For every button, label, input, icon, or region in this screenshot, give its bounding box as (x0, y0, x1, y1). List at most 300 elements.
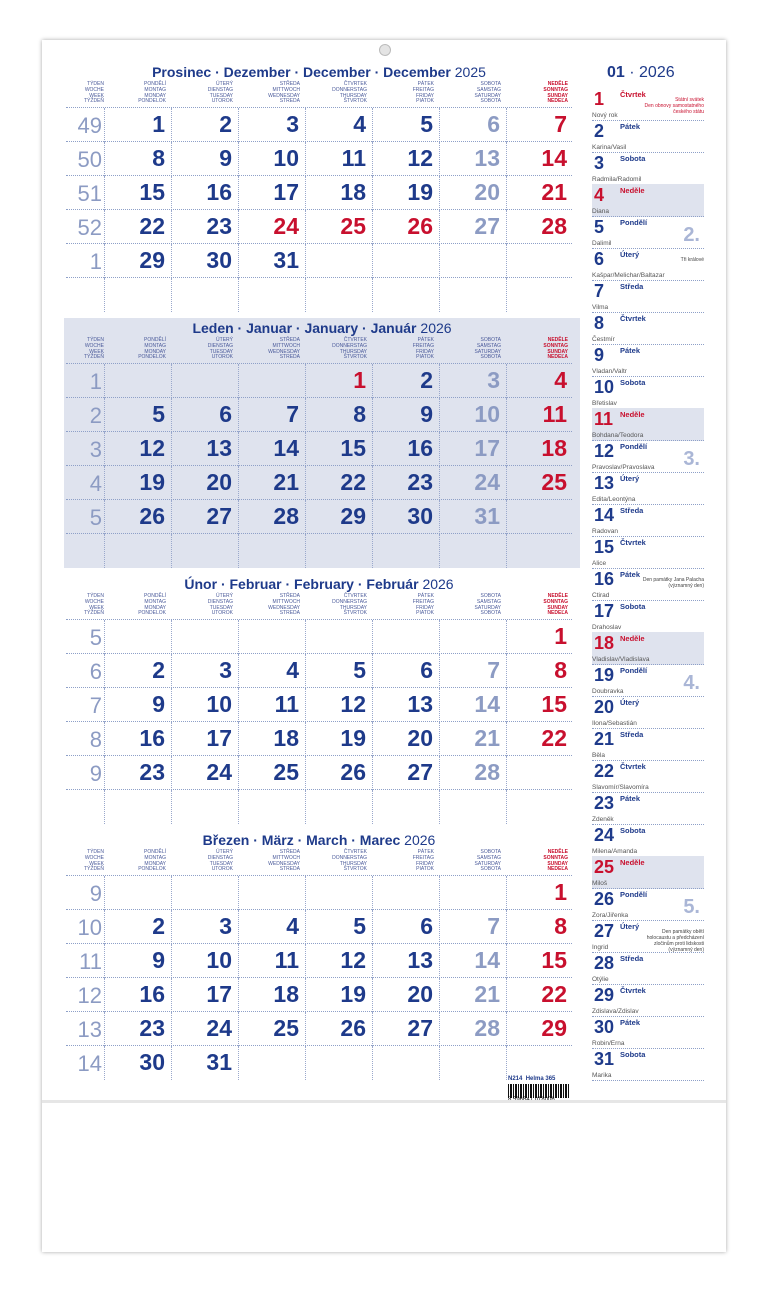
name-day: Břetislav (592, 400, 617, 407)
side-weekday: Sobota (620, 154, 646, 163)
day-cell (104, 432, 171, 466)
day-number: 13 (407, 691, 433, 717)
week-number: 52 (77, 215, 102, 240)
day-number: 23 (206, 213, 232, 239)
day-cell (238, 688, 305, 722)
side-day-number: 18 (594, 633, 615, 653)
day-number: 30 (206, 247, 232, 273)
name-day: Zora/Jiřenka (592, 912, 629, 919)
side-day-number: 16 (594, 569, 615, 589)
side-weekday: Pondělí (620, 442, 648, 451)
day-cell (506, 108, 573, 142)
day-number: 21 (541, 179, 567, 205)
week-number: 4 (89, 471, 102, 496)
side-day-number: 20 (594, 697, 615, 717)
side-weekday: Čtvrtek (620, 538, 646, 547)
day-cell (305, 108, 372, 142)
day-cell (506, 534, 573, 568)
holiday-note: Tři králové (680, 257, 704, 263)
day-cell (439, 432, 506, 466)
day-cell (238, 210, 305, 244)
day-cell (238, 108, 305, 142)
day-number: 11 (274, 691, 299, 717)
day-cell (506, 1046, 573, 1080)
day-number: 4 (286, 657, 299, 683)
day-number: 20 (206, 469, 232, 495)
side-weekday: Sobota (620, 826, 646, 835)
name-day: Diana (592, 208, 609, 215)
week-row (66, 141, 572, 176)
day-number: 6 (420, 913, 433, 939)
hanging-hole (379, 44, 391, 56)
day-cell (238, 790, 305, 824)
day-number: 2 (152, 657, 165, 683)
day-cell (238, 756, 305, 790)
day-cell (171, 910, 238, 944)
day-cell (372, 1012, 439, 1046)
side-day-row (592, 664, 704, 697)
day-number: 10 (206, 691, 232, 717)
day-cell (305, 244, 372, 278)
side-day-row (592, 504, 704, 537)
day-cell (305, 432, 372, 466)
day-cell (104, 620, 171, 654)
day-cell (439, 278, 506, 312)
day-cell (305, 176, 372, 210)
day-number: 31 (273, 247, 299, 273)
day-number: 12 (139, 435, 165, 461)
day-cell (439, 534, 506, 568)
day-cell (305, 876, 372, 910)
day-number: 9 (152, 947, 165, 973)
week-row (66, 533, 572, 568)
day-cell (439, 688, 506, 722)
day-number: 31 (474, 503, 500, 529)
day-cell (506, 466, 573, 500)
side-weekday: Čtvrtek (620, 986, 646, 995)
day-cell (506, 364, 573, 398)
name-day: Marika (592, 1072, 612, 1079)
side-weekday: Neděle (620, 186, 645, 195)
week-header: TÝDEN WOCHE WEEK TÝŽDEŇ (84, 81, 104, 105)
day-number: 12 (407, 145, 433, 171)
side-weekday: Čtvrtek (620, 90, 646, 99)
day-cell (238, 534, 305, 568)
side-day-number: 27 (594, 921, 615, 941)
day-cell (506, 756, 573, 790)
side-header: 01 · 2026 (607, 64, 675, 81)
name-day: Karina/Vasil (592, 144, 627, 151)
day-number: 24 (206, 759, 232, 785)
day-number: 13 (474, 145, 500, 171)
day-cell (506, 910, 573, 944)
name-day: Vladislav/Vladislava (592, 656, 650, 663)
week-row (66, 243, 572, 278)
holiday-note: Den památky Jana Palacha (významný den) (642, 577, 704, 589)
day-number: 17 (273, 179, 299, 205)
side-weekday: Středa (620, 954, 644, 963)
week-row (66, 721, 572, 756)
weekday-header: PONDĚLÍ MONTAG MONDAY PONDELOK (138, 593, 166, 617)
day-cell (238, 278, 305, 312)
day-number: 2 (152, 913, 165, 939)
day-number: 24 (474, 469, 500, 495)
weekday-header: ÚTERÝ DIENSTAG TUESDAY UTOROK (207, 593, 233, 617)
day-cell (372, 876, 439, 910)
day-cell (171, 364, 238, 398)
day-number: 1 (353, 367, 366, 393)
week-row (66, 277, 572, 312)
day-cell (238, 654, 305, 688)
day-cell (238, 876, 305, 910)
day-cell (372, 910, 439, 944)
day-cell (372, 210, 439, 244)
day-cell (104, 688, 171, 722)
week-row (66, 619, 572, 654)
side-day-number: 10 (594, 377, 615, 397)
side-weekday: Sobota (620, 602, 646, 611)
day-number: 3 (487, 367, 500, 393)
day-number: 15 (541, 691, 567, 717)
day-cell (238, 620, 305, 654)
day-number: 25 (273, 1015, 299, 1041)
side-weekday: Pátek (620, 346, 641, 355)
day-cell (372, 534, 439, 568)
day-cell (171, 1012, 238, 1046)
day-cell (305, 756, 372, 790)
day-number: 29 (139, 247, 165, 273)
side-weekday: Neděle (620, 634, 645, 643)
month-names: Únor · Februar · February · Február (184, 576, 419, 592)
day-number: 29 (541, 1015, 567, 1041)
day-cell (506, 244, 573, 278)
day-number: 18 (273, 981, 299, 1007)
day-cell (238, 1046, 305, 1080)
weekday-header: SOBOTA SAMSTAG SATURDAY SOBOTA (474, 593, 501, 617)
day-number: 25 (273, 759, 299, 785)
week-row (66, 363, 572, 398)
side-day-number: 21 (594, 729, 615, 749)
day-number: 28 (474, 1015, 500, 1041)
side-day-row (592, 344, 704, 377)
day-cell (506, 654, 573, 688)
side-day-row (592, 728, 704, 761)
week-number: 9 (89, 881, 102, 906)
side-weekday: Úterý (620, 922, 640, 931)
day-number: 10 (206, 947, 232, 973)
side-day-number: 14 (594, 505, 615, 525)
side-day-row (592, 1048, 704, 1081)
day-number: 8 (152, 145, 165, 171)
day-cell (171, 466, 238, 500)
day-cell (238, 910, 305, 944)
day-number: 1 (554, 879, 567, 905)
month-names: Prosinec · Dezember · December · December (152, 64, 451, 80)
day-cell (171, 620, 238, 654)
day-cell (305, 534, 372, 568)
day-cell (104, 244, 171, 278)
day-cell (372, 688, 439, 722)
day-cell (305, 688, 372, 722)
day-cell (372, 466, 439, 500)
week-number: 14 (77, 1051, 102, 1076)
weekday-header: ÚTERÝ DIENSTAG TUESDAY UTOROK (207, 849, 233, 873)
day-number: 19 (407, 179, 433, 205)
day-number: 12 (340, 691, 366, 717)
day-number: 19 (340, 981, 366, 1007)
week-row (66, 909, 572, 944)
day-number: 15 (340, 435, 366, 461)
name-day: Běla (592, 752, 606, 759)
day-cell (238, 978, 305, 1012)
day-cell (104, 910, 171, 944)
side-weekday: Sobota (620, 1050, 646, 1059)
day-number: 14 (273, 435, 299, 461)
day-cell (104, 278, 171, 312)
side-weekday: Středa (620, 730, 644, 739)
day-number: 9 (420, 401, 433, 427)
name-day: Robin/Erna (592, 1040, 625, 1047)
name-day: Bohdana/Teodora (592, 432, 644, 439)
holiday-note: Den památky obětí holocaustu a předcházení zločinům proti lidskosti (významný den) (646, 929, 704, 953)
side-weekday: Neděle (620, 858, 645, 867)
side-day-number: 6 (594, 249, 605, 269)
side-week-number: 3. (683, 448, 700, 470)
day-number: 5 (152, 401, 165, 427)
day-cell (372, 244, 439, 278)
weekday-header: ÚTERÝ DIENSTAG TUESDAY UTOROK (207, 81, 233, 105)
side-day-number: 17 (594, 601, 615, 621)
day-cell (104, 978, 171, 1012)
month-names: Březen · März · March · Marec (202, 832, 401, 848)
day-cell (171, 978, 238, 1012)
day-cell (171, 876, 238, 910)
side-day-row (592, 280, 704, 313)
side-day-number: 15 (594, 537, 615, 557)
day-number: 28 (541, 213, 567, 239)
weekday-header: PÁTEK FREITAG FRIDAY PIATOK (412, 593, 434, 617)
day-cell (104, 722, 171, 756)
day-cell (506, 790, 573, 824)
day-cell (305, 910, 372, 944)
week-number: 2 (89, 403, 102, 428)
week-row (66, 465, 572, 500)
side-day-row (592, 984, 704, 1017)
month-names: Leden · Januar · January · Január (192, 320, 417, 336)
side-day-number: 11 (594, 409, 614, 429)
day-cell (238, 1012, 305, 1046)
day-cell (439, 244, 506, 278)
weekday-header: ČTVRTEK DONNERSTAG THURSDAY ŠTVRTOK (332, 337, 367, 361)
day-number: 26 (139, 503, 165, 529)
name-day: Čestmír (592, 336, 615, 343)
side-day-number: 26 (594, 889, 615, 909)
weekday-header: STŘEDA MITTWOCH WEDNESDAY STREDA (268, 849, 300, 873)
day-number: 30 (407, 503, 433, 529)
holiday-note: Státní svátek Den obnovy samostatného českého státu (644, 97, 704, 115)
day-cell (171, 654, 238, 688)
day-cell (305, 654, 372, 688)
day-number: 28 (474, 759, 500, 785)
day-cell (506, 278, 573, 312)
day-number: 20 (474, 179, 500, 205)
day-number: 19 (139, 469, 165, 495)
day-cell (506, 688, 573, 722)
side-day-number: 9 (594, 345, 605, 365)
day-cell (439, 1046, 506, 1080)
day-number: 27 (206, 503, 232, 529)
week-number: 49 (77, 113, 102, 138)
day-number: 5 (420, 111, 433, 137)
week-number: 7 (89, 693, 102, 718)
day-cell (104, 1012, 171, 1046)
day-number: 7 (487, 913, 500, 939)
day-cell (238, 176, 305, 210)
week-row (66, 499, 572, 534)
day-cell (372, 978, 439, 1012)
side-week-number: 4. (683, 672, 700, 694)
day-cell (171, 176, 238, 210)
day-number: 28 (273, 503, 299, 529)
day-cell (305, 398, 372, 432)
side-weekday: Pátek (620, 1018, 641, 1027)
name-day: Milena/Amanda (592, 848, 638, 855)
side-weekday: Úterý (620, 698, 640, 707)
weekday-header: SOBOTA SAMSTAG SATURDAY SOBOTA (474, 337, 501, 361)
name-day: Miloš (592, 880, 608, 887)
day-number: 3 (286, 111, 299, 137)
month-title (66, 576, 572, 592)
month-year: 2026 (404, 832, 436, 848)
day-number: 4 (286, 913, 299, 939)
day-cell (506, 978, 573, 1012)
day-number: 4 (554, 367, 567, 393)
day-cell (104, 1046, 171, 1080)
side-weekday: Pondělí (620, 890, 648, 899)
day-number: 18 (541, 435, 567, 461)
day-number: 20 (407, 725, 433, 751)
day-number: 3 (219, 913, 232, 939)
day-cell (104, 176, 171, 210)
side-weekday: Čtvrtek (620, 314, 646, 323)
day-cell (171, 1046, 238, 1080)
side-day-number: 28 (594, 953, 615, 973)
day-cell (439, 210, 506, 244)
weekday-header: PONDĚLÍ MONTAG MONDAY PONDELOK (138, 337, 166, 361)
month-title (69, 320, 575, 336)
side-day-number: 7 (594, 281, 605, 301)
day-number: 11 (274, 947, 299, 973)
day-number: 6 (487, 111, 500, 137)
day-cell (439, 364, 506, 398)
day-cell (372, 176, 439, 210)
day-cell (372, 654, 439, 688)
day-cell (171, 244, 238, 278)
day-cell (238, 398, 305, 432)
day-number: 10 (273, 145, 299, 171)
day-cell (238, 722, 305, 756)
side-day-row (592, 440, 704, 473)
side-weekday: Středa (620, 282, 644, 291)
side-day-row (592, 248, 704, 281)
side-weekday: Neděle (620, 410, 645, 419)
day-cell (439, 108, 506, 142)
week-row (66, 431, 572, 466)
day-number: 16 (206, 179, 232, 205)
day-cell (238, 142, 305, 176)
day-number: 2 (219, 111, 232, 137)
day-cell (439, 910, 506, 944)
day-cell (439, 500, 506, 534)
day-cell (171, 432, 238, 466)
day-cell (506, 176, 573, 210)
day-cell (104, 534, 171, 568)
week-number: 9 (89, 761, 102, 786)
day-cell (372, 398, 439, 432)
day-number: 22 (541, 725, 567, 751)
day-number: 7 (286, 401, 299, 427)
side-day-row (592, 888, 704, 921)
week-row (66, 397, 572, 432)
name-day: Kašpar/Melichar/Baltazar (592, 272, 665, 279)
day-cell (305, 722, 372, 756)
day-number: 29 (340, 503, 366, 529)
day-number: 9 (219, 145, 232, 171)
name-day: Slavomír/Slavomíra (592, 784, 649, 791)
day-number: 30 (139, 1049, 165, 1075)
day-number: 1 (554, 623, 567, 649)
day-cell (506, 722, 573, 756)
day-cell (372, 500, 439, 534)
product-code: N214 Helma 365 (508, 1076, 556, 1082)
weekday-header: ČTVRTEK DONNERSTAG THURSDAY ŠTVRTOK (332, 81, 367, 105)
day-number: 25 (340, 213, 366, 239)
week-number: 50 (77, 147, 102, 172)
side-day-row (592, 696, 704, 729)
day-cell (238, 364, 305, 398)
week-number: 11 (79, 949, 102, 974)
day-number: 13 (407, 947, 433, 973)
week-number: 8 (89, 727, 102, 752)
weekday-header: STŘEDA MITTWOCH WEDNESDAY STREDA (268, 81, 300, 105)
side-day-row (592, 152, 704, 185)
month-title (66, 832, 572, 848)
day-cell (171, 210, 238, 244)
day-number: 14 (474, 947, 500, 973)
day-cell (171, 688, 238, 722)
day-cell (305, 500, 372, 534)
weekday-header: NEDĚLE SONNTAG SUNDAY NEDEĽA (543, 337, 568, 361)
side-day-number: 19 (594, 665, 615, 685)
day-cell (372, 1046, 439, 1080)
side-day-number: 31 (594, 1049, 615, 1069)
day-number: 5 (353, 913, 366, 939)
day-number: 16 (407, 435, 433, 461)
day-cell (506, 210, 573, 244)
day-number: 6 (420, 657, 433, 683)
day-cell (506, 398, 573, 432)
week-row (66, 687, 572, 722)
day-number: 27 (474, 213, 500, 239)
side-day-number: 13 (594, 473, 615, 493)
side-day-row (592, 184, 704, 217)
day-number: 17 (206, 725, 232, 751)
day-cell (305, 364, 372, 398)
day-number: 5 (353, 657, 366, 683)
day-number: 4 (353, 111, 366, 137)
week-number: 3 (89, 437, 102, 462)
day-cell (104, 466, 171, 500)
